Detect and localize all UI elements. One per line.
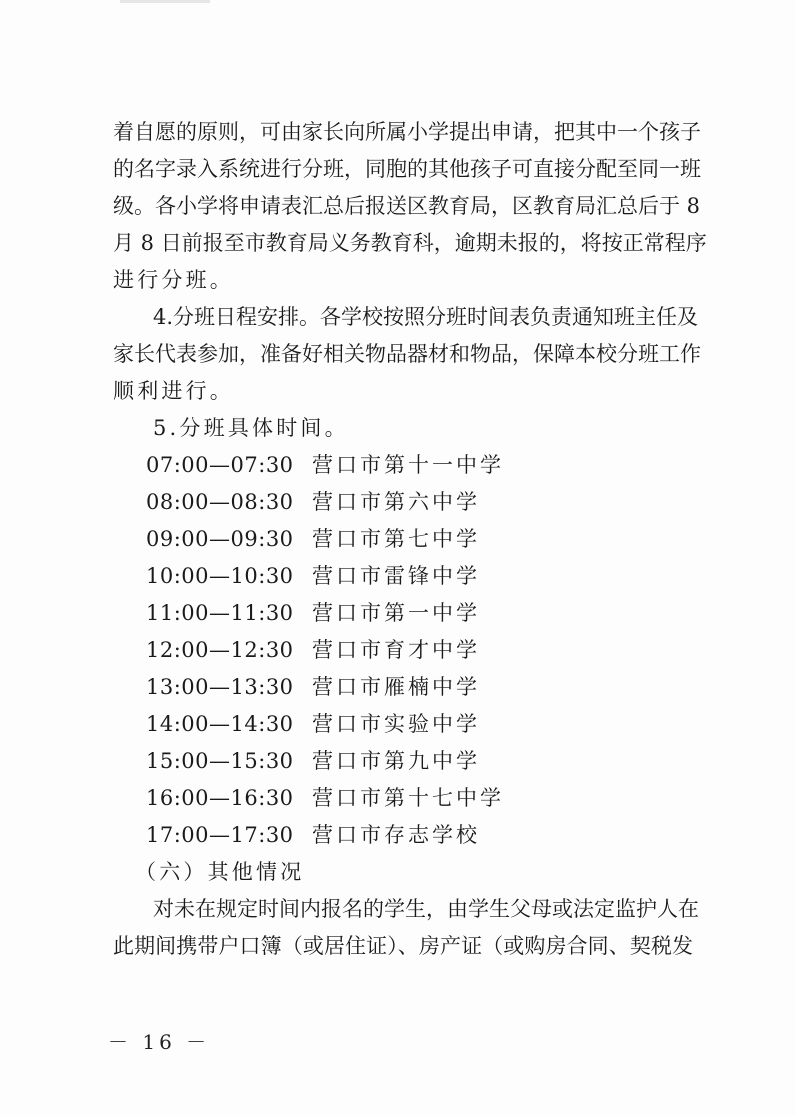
schedule-row [113, 669, 693, 706]
paragraph-line: 5.分班具体时间。 [153, 416, 349, 440]
schedule-row [113, 743, 693, 780]
paragraph-line: 进行分班。 [113, 268, 234, 292]
section-heading: （六）其他情况 [135, 860, 305, 884]
schedule-time: 08:00—08:30 [146, 490, 294, 514]
schedule-school: 营口市存志学校 [312, 823, 480, 847]
schedule-row [113, 447, 693, 484]
schedule-school: 营口市第九中学 [312, 749, 480, 773]
schedule-time: 10:00—10:30 [146, 564, 294, 588]
paragraph-line: 对未在规定时间内报名的学生，由学生父母或法定监护人在 [153, 897, 699, 921]
schedule-row [113, 780, 693, 817]
schedule-school: 营口市第六中学 [312, 490, 480, 514]
schedule-row [113, 706, 693, 743]
paragraph-line: 级。各小学将申请表汇总后报送区教育局，区教育局汇总后于 8 [113, 194, 701, 218]
schedule-school: 营口市第十一中学 [312, 453, 504, 477]
paragraph-line: 4.分班日程安排。各学校按照分班时间表负责通知班主任及 [153, 305, 699, 329]
paragraph-line: 着自愿的原则，可由家长向所属小学提出申请，把其中一个孩子 [113, 120, 701, 144]
schedule-school: 营口市第一中学 [312, 601, 480, 625]
schedule-time: 09:00—09:30 [146, 527, 294, 551]
schedule-school: 营口市实验中学 [312, 712, 480, 736]
schedule-time: 07:00—07:30 [146, 453, 294, 477]
schedule-time: 16:00—16:30 [146, 786, 294, 810]
schedule-time: 13:00—13:30 [146, 675, 294, 699]
scan-edge-mark [120, 0, 210, 3]
body-text [113, 114, 707, 965]
schedule-time: 12:00—12:30 [146, 638, 294, 662]
schedule-time: 17:00—17:30 [146, 823, 294, 847]
schedule-row [113, 595, 693, 632]
schedule-school: 营口市雁楠中学 [312, 675, 480, 699]
schedule-school: 营口市第十七中学 [312, 786, 504, 810]
paragraph-line: 此期间携带户口簿（或居住证）、房产证（或购房合同、契税发 [113, 934, 693, 958]
schedule-row [113, 484, 693, 521]
paragraph-line: 家长代表参加，准备好相关物品器材和物品，保障本校分班工作 [113, 342, 701, 366]
schedule-time: 11:00—11:30 [146, 601, 294, 625]
schedule-row [113, 632, 693, 669]
schedule-row [113, 521, 693, 558]
schedule-school: 营口市育才中学 [312, 638, 480, 662]
paragraph-line: 的名字录入系统进行分班，同胞的其他孩子可直接分配至同一班 [113, 157, 701, 181]
page-number: － 16 － [108, 1030, 211, 1054]
paragraph-line: 顺利进行。 [113, 379, 234, 403]
schedule-time: 14:00—14:30 [146, 712, 294, 736]
paragraph-line: 月 8 日前报至市教育局义务教育科，逾期未报的，将按正常程序 [113, 231, 707, 255]
schedule-row [113, 558, 693, 595]
schedule-time: 15:00—15:30 [146, 749, 294, 773]
schedule-row [113, 817, 693, 854]
schedule-school: 营口市第七中学 [312, 527, 480, 551]
schedule-school: 营口市雷锋中学 [312, 564, 480, 588]
